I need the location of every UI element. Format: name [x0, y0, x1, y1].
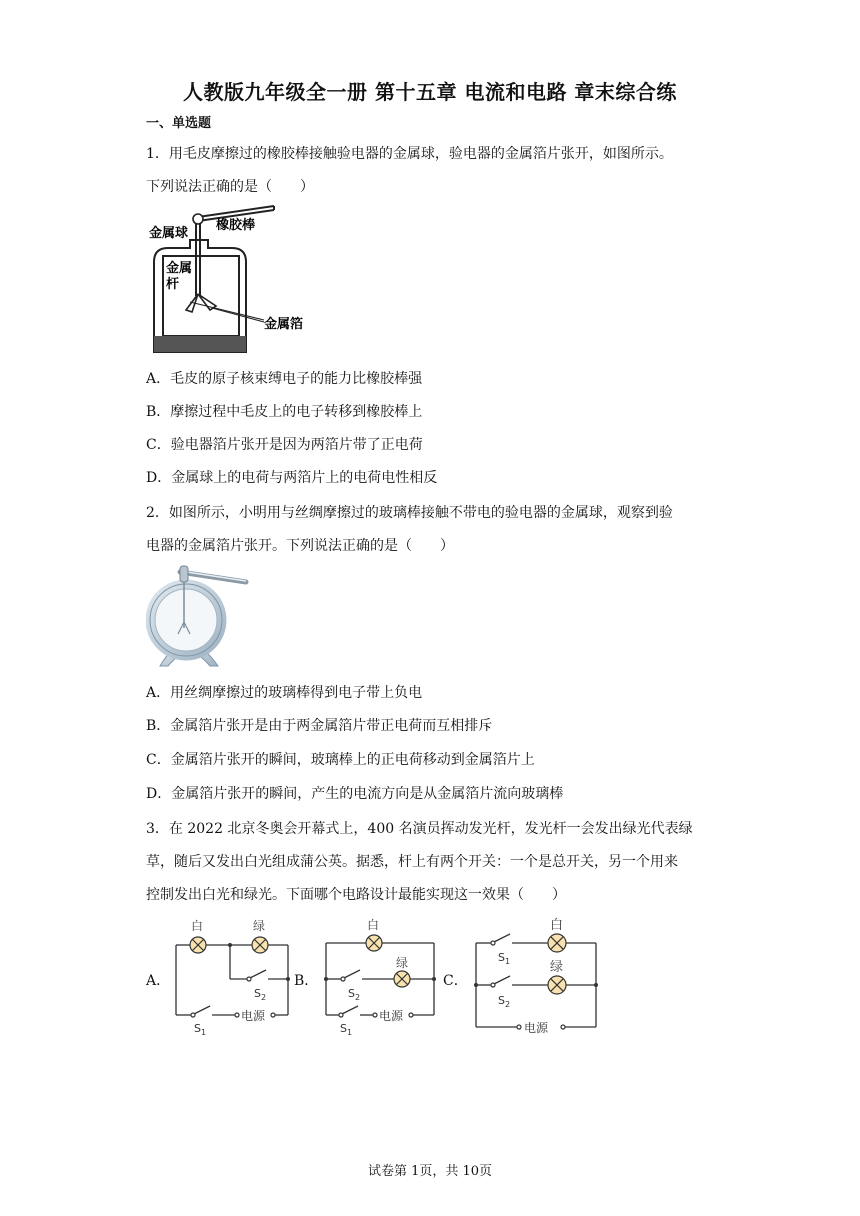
question-1-option-a: A．毛皮的原子核束缚电子的能力比橡胶棒强	[146, 371, 423, 387]
power-label-b: 电源	[379, 1009, 404, 1023]
lamp-green-label-b: 绿	[396, 956, 409, 970]
label-rubber-rod: 橡胶棒	[216, 218, 256, 233]
label-metal-ball: 金属球	[149, 226, 189, 241]
question-3-line-3: 控制发出白光和绿光。下面哪个电路设计最能实现这一效果（ ）	[146, 887, 566, 903]
lamp-white-label-c: 白	[550, 918, 564, 933]
lamp-white-label-b: 白	[367, 918, 380, 932]
question-1-option-d: D．金属球上的电荷与两箔片上的电荷电性相反	[146, 470, 438, 486]
label-metal-rod-2: 杆	[166, 277, 180, 292]
circuit-option-b-label: B．	[294, 973, 319, 989]
question-2-line-1: 2．如图所示，小明用与丝绸摩擦过的玻璃棒接触不带电的验电器的金属球，观察到验	[146, 505, 673, 521]
circuit-option-c-label: C．	[443, 973, 468, 989]
section-heading: 一、单选题	[146, 116, 212, 131]
switch-s2-label-c: $S_2$	[498, 994, 511, 1009]
electroscope-figure-2	[146, 562, 250, 672]
question-1-option-c: C．验电器箔片张开是因为两箔片带了正电荷	[146, 437, 423, 453]
switch-s1-label-b: $S_1$	[340, 1022, 353, 1037]
switch-s1-label-a: $S_1$	[194, 1022, 207, 1037]
label-metal-foil: 金属箔	[264, 317, 304, 332]
circuit-diagram-a	[170, 915, 294, 1040]
question-2-line-2: 电器的金属箔片张开。下列说法正确的是（ ）	[146, 538, 454, 554]
question-1-line-2: 下列说法正确的是（ ）	[146, 179, 314, 195]
power-label-a: 电源	[241, 1009, 266, 1023]
question-1-option-b: B．摩擦过程中毛皮上的电子转移到橡胶棒上	[146, 404, 423, 420]
circuit-diagram-b	[320, 915, 444, 1040]
circuit-option-a-label: A．	[146, 973, 171, 989]
question-2-option-d: D．金属箔片张开的瞬间，产生的电流方向是从金属箔片流向玻璃棒	[146, 786, 564, 802]
electroscope-figure-1	[146, 200, 316, 358]
question-2-option-c: C．金属箔片张开的瞬间，玻璃棒上的正电荷移动到金属箔片上	[146, 752, 535, 768]
circuit-diagram-c	[470, 915, 604, 1040]
question-3-line-1: 3．在 2022 北京冬奥会开幕式上，400 名演员挥动发光杆，发光杆一会发出绿光代表绿	[146, 821, 693, 837]
lamp-green-label-c: 绿	[550, 960, 564, 975]
switch-s2-label-a: $S_2$	[254, 987, 267, 1002]
lamp-green-label-a: 绿	[253, 919, 266, 933]
question-1-line-1: 1．用毛皮摩擦过的橡胶棒接触验电器的金属球，验电器的金属箔片张开，如图所示。	[146, 146, 673, 162]
switch-s2-label-b: $S_2$	[348, 987, 361, 1002]
question-2-option-a: A．用丝绸摩擦过的玻璃棒得到电子带上负电	[146, 685, 423, 701]
page-footer: 试卷第 1页，共 10页	[367, 1164, 493, 1179]
switch-s1-label-c: $S_1$	[498, 951, 511, 966]
lamp-white-label-a: 白	[191, 919, 204, 933]
power-label-c: 电源	[524, 1021, 549, 1035]
question-2-option-b: B．金属箔片张开是由于两金属箔片带正电荷而互相排斥	[146, 718, 493, 734]
label-metal-rod-1: 金属	[166, 261, 193, 276]
question-3-line-2: 草，随后又发出白光组成蒲公英。据悉，杆上有两个开关：一个是总开关，另一个用来	[146, 854, 678, 870]
page-title: 人教版九年级全一册 第十五章 电流和电路 章末综合练	[183, 80, 677, 104]
